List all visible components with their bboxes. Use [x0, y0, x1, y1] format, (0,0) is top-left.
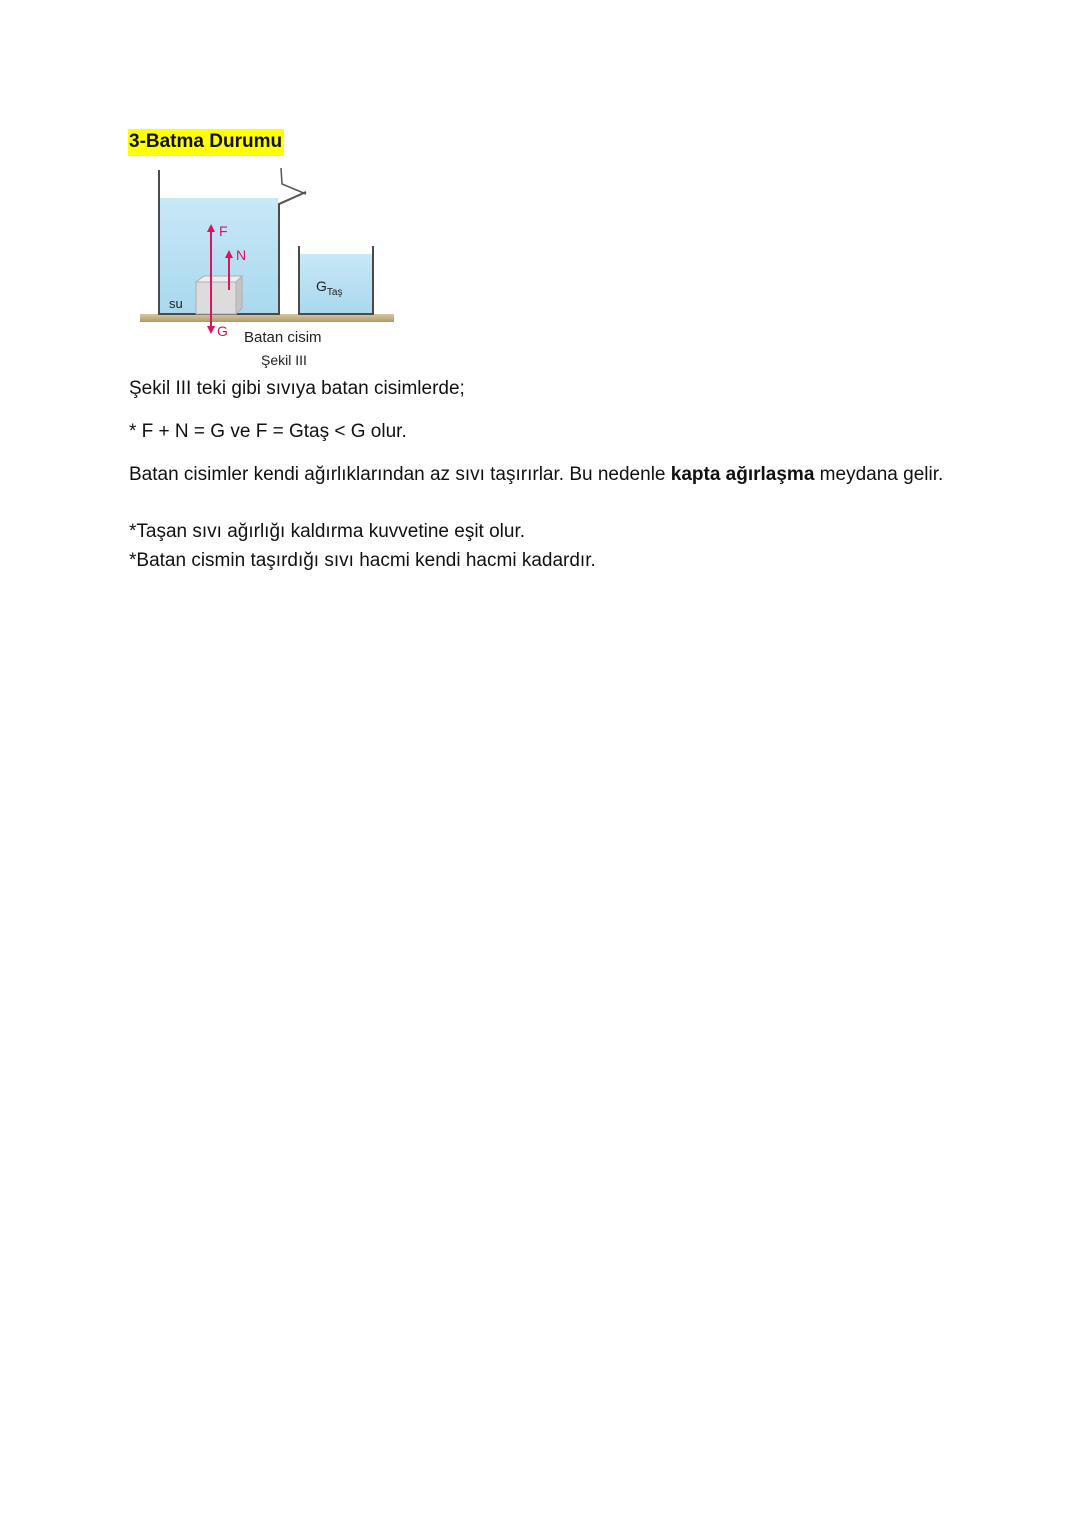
equation-line: * F + N = G ve F = Gtaş < G olur.: [129, 421, 407, 442]
paragraph-bold: kapta ağırlaşma: [670, 464, 815, 485]
force-n-label: N: [236, 247, 247, 263]
object-caption: Batan cisim: [244, 329, 322, 346]
overflow-container-water: [300, 254, 372, 314]
force-g-arrowhead: [207, 326, 215, 334]
spout-line-lower: [280, 192, 306, 204]
sunken-block-top: [196, 276, 242, 282]
shelf: [140, 314, 394, 322]
explanation-paragraph: [129, 460, 949, 489]
liquid-label: su: [169, 296, 183, 311]
intro-line: Şekil III teki gibi sıvıya batan cisimlerde;: [129, 378, 465, 399]
figure-svg: [134, 164, 404, 374]
sunken-block-side: [236, 276, 242, 314]
paragraph-end: meydana gelir.: [814, 464, 944, 485]
spout-line: [281, 168, 306, 194]
force-f-label: F: [219, 223, 228, 239]
overflow-weight-label: $G_{Taş}$: [316, 278, 343, 298]
force-g-label: G: [217, 323, 228, 339]
section-heading: 3-Batma Durumu: [128, 129, 284, 156]
sinking-object-figure: [134, 164, 404, 374]
note-overflow-weight: *Taşan sıvı ağırlığı kaldırma kuvvetine eşit olur.: [129, 521, 526, 542]
note-overflow-volume: *Batan cismin taşırdığı sıvı hacmi kendi hacmi kadardır.: [129, 550, 596, 571]
paragraph-start: Batan cisimler kendi ağırlıklarından az sıvı taşırırlar. Bu nedenle: [129, 464, 671, 485]
figure-caption: Şekil III: [261, 352, 307, 368]
